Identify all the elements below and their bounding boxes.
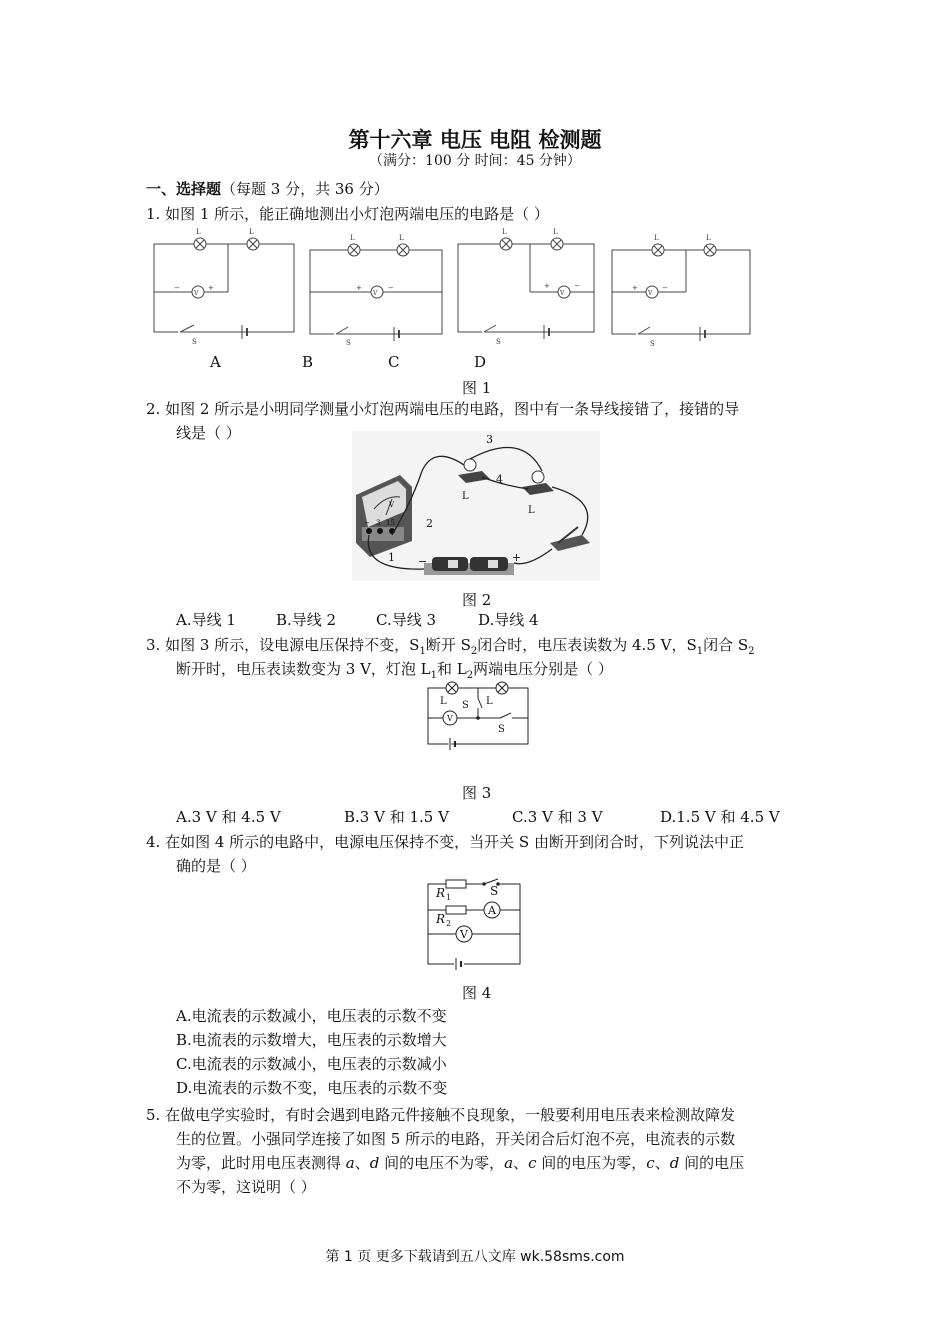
q2-option-d: D.导线 4	[478, 611, 539, 629]
q5-line3-e: 间的电压为零，	[536, 1154, 647, 1172]
battery-minus-label: −	[418, 555, 428, 568]
fig1a-l1-label: L	[196, 228, 201, 236]
fig1c-l1-label: L	[502, 228, 507, 236]
figure-4-circuit	[420, 878, 528, 974]
fig3-l2-label: L	[486, 696, 493, 707]
fig1d-v-label: V	[648, 290, 653, 297]
fig1a-v-label: V	[194, 290, 199, 297]
question-5-line-1: 5. 在做电学实验时，有时会遇到电路元件接触不良现象，一般要利用电压表来检测故障发	[146, 1106, 736, 1124]
fig1b-s-label: S	[346, 339, 351, 347]
fig3-l1-label: L	[440, 696, 447, 707]
meter-v-label: V	[389, 501, 395, 509]
q3-sub-s2b: 2	[748, 646, 755, 657]
figure-3-circuit	[420, 680, 536, 750]
fig1c-l2-label: L	[553, 228, 558, 236]
figure-4-caption: 图 4	[462, 984, 492, 1002]
q5-line3-b: 、	[354, 1154, 370, 1172]
q2-option-a: A.导线 1	[176, 611, 236, 629]
q3-line2-c: 两端电压分别是（ ）	[473, 660, 613, 678]
question-2-line-1: 2. 如图 2 所示是小明同学测量小灯泡两端电压的电路，图中有一条导线接错了，接错的导	[146, 400, 740, 418]
question-5-line-2: 生的位置。小强同学连接了如图 5 所示的电路，开关闭合后灯泡不亮，电流表的示数	[176, 1130, 736, 1148]
q5-line3-f: 、	[654, 1154, 670, 1172]
choice-a-label: A	[210, 353, 221, 371]
fig3-s2-label: S	[498, 724, 505, 735]
q3-line2-a: 断开时，电压表读数变为 3 V，灯泡 L	[176, 660, 431, 678]
choice-c-label: C	[388, 353, 400, 371]
wire-2-label: 2	[426, 517, 433, 530]
q3-option-d: D.1.5 V 和 4.5 V	[660, 808, 780, 826]
q3-option-c: C.3 V 和 3 V	[512, 808, 603, 826]
q3-sub-l1: 1	[430, 670, 438, 681]
fig1c-s-label: S	[496, 338, 501, 346]
question-4-line-2: 确的是（ ）	[176, 857, 256, 875]
q5-var-a2: a	[504, 1154, 514, 1172]
section-heading	[146, 178, 389, 199]
q3-sub-s2: 2	[470, 646, 478, 657]
fig2-l2-label: L	[528, 505, 535, 516]
q5-line3-g: 间的电压	[679, 1154, 745, 1172]
meter-minus-label: −	[364, 519, 370, 527]
fig1d-minus: −	[662, 284, 668, 292]
q4-option-a: A.电流表的示数减小，电压表的示数不变	[176, 1007, 447, 1025]
q3-line1-d: 闭合 S	[703, 636, 749, 654]
fig3-s1-label: S	[462, 700, 469, 711]
q5-var-c: c	[528, 1154, 537, 1172]
fig1c-minus: −	[574, 282, 580, 290]
fig4-s-label: S	[490, 884, 499, 898]
fig1b-v-label: V	[373, 290, 378, 297]
q5-line3-a: 为零，此时用电压表测得	[176, 1154, 346, 1172]
figure-2-caption: 图 2	[462, 591, 492, 609]
q2-option-b: B.导线 2	[276, 611, 337, 629]
q5-line3-c: 间的电压不为零，	[379, 1154, 505, 1172]
q3-line1-a: 3. 如图 3 所示，设电源电压保持不变，S	[146, 636, 420, 654]
fig1b-minus: −	[388, 284, 394, 292]
q5-var-d2: d	[669, 1154, 680, 1172]
battery-plus-label: +	[512, 551, 522, 564]
figure-1-circuits	[148, 224, 758, 348]
fig1d-l2-label: L	[706, 234, 711, 242]
fig4-r1-sub: 1	[446, 893, 452, 902]
fig1c-plus: +	[544, 282, 550, 290]
question-2-line-2: 线是（ ）	[176, 424, 241, 442]
fig1a-s-label: S	[192, 338, 197, 346]
q5-line3-d: 、	[513, 1154, 529, 1172]
figure-1-caption: 图 1	[462, 379, 492, 397]
choice-d-label: D	[474, 353, 487, 371]
fig1a-plus: +	[208, 284, 214, 292]
fig1d-plus: +	[632, 284, 638, 292]
q3-sub-l2: 2	[466, 670, 474, 681]
fig1a-l2-label: L	[249, 228, 254, 236]
fig4-r2-sub: 2	[446, 919, 452, 928]
question-4-line-1: 4. 在如图 4 所示的电路中，电源电压保持不变，当开关 S 由断开到闭合时，下列说法中正	[146, 833, 744, 851]
figure-3-caption: 图 3	[462, 784, 492, 802]
fig1d-s-label: S	[650, 340, 655, 348]
section-note: （每题 3 分，共 36 分）	[221, 180, 389, 198]
question-3-line-2	[176, 657, 613, 688]
fig4-a-label: A	[488, 904, 496, 917]
choice-b-label: B	[302, 353, 314, 371]
wire-3-label: 3	[486, 433, 493, 446]
q5-var-a: a	[345, 1154, 355, 1172]
q3-sub-s1b: 1	[696, 646, 704, 657]
figure-2-photo	[352, 431, 600, 581]
q5-var-c2: c	[646, 1154, 655, 1172]
q3-sub-s1: 1	[419, 646, 426, 657]
question-5-line-4: 不为零，这说明（ ）	[176, 1178, 316, 1196]
fig2-l1-label: L	[462, 491, 469, 502]
q3-option-b: B.3 V 和 1.5 V	[344, 808, 449, 826]
question-1-text: 1. 如图 1 所示，能正确地测出小灯泡两端电压的电路是（ ）	[146, 205, 549, 223]
fig4-r2-label: R	[436, 912, 446, 926]
section-title: 一、选择题	[146, 180, 222, 198]
fig1a-minus: −	[174, 284, 180, 292]
fig3-v-label: V	[447, 714, 453, 723]
q2-option-c: C.导线 3	[376, 611, 437, 629]
page-subtitle: （满分：100 分 时间：45 分钟）	[369, 153, 581, 169]
fig1b-plus: +	[356, 284, 362, 292]
q3-line1-b: 断开 S	[425, 636, 471, 654]
q3-line2-b: 和 L	[437, 660, 467, 678]
q3-line1-c: 闭合时，电压表读数为 4.5 V，S	[477, 636, 697, 654]
page-title: 第十六章 电压 电阻 检测题	[348, 128, 602, 152]
meter-15-label: 15	[386, 519, 395, 527]
q4-option-c: C.电流表的示数减小，电压表的示数减小	[176, 1055, 447, 1073]
fig4-r1-label: R	[436, 886, 446, 900]
page-footer: 第 1 页 更多下载请到五八文库 wk.58sms.com	[325, 1249, 625, 1265]
q4-option-d: D.电流表的示数不变，电压表的示数不变	[176, 1079, 448, 1097]
circuit-d	[612, 244, 750, 341]
meter-3-label: 3	[376, 519, 381, 527]
fig1c-v-label: V	[560, 290, 565, 297]
fig4-v-label: V	[460, 928, 468, 941]
fig1d-l1-label: L	[654, 234, 659, 242]
q5-var-d: d	[369, 1154, 380, 1172]
wire-1-label: 1	[388, 551, 395, 564]
fig1b-l2-label: L	[399, 234, 404, 242]
question-5-line-3	[176, 1151, 744, 1175]
wire-4-label: 4	[496, 473, 503, 486]
fig1b-l1-label: L	[350, 234, 355, 242]
q4-option-b: B.电流表的示数增大，电压表的示数增大	[176, 1031, 447, 1049]
q3-option-a: A.3 V 和 4.5 V	[176, 808, 281, 826]
